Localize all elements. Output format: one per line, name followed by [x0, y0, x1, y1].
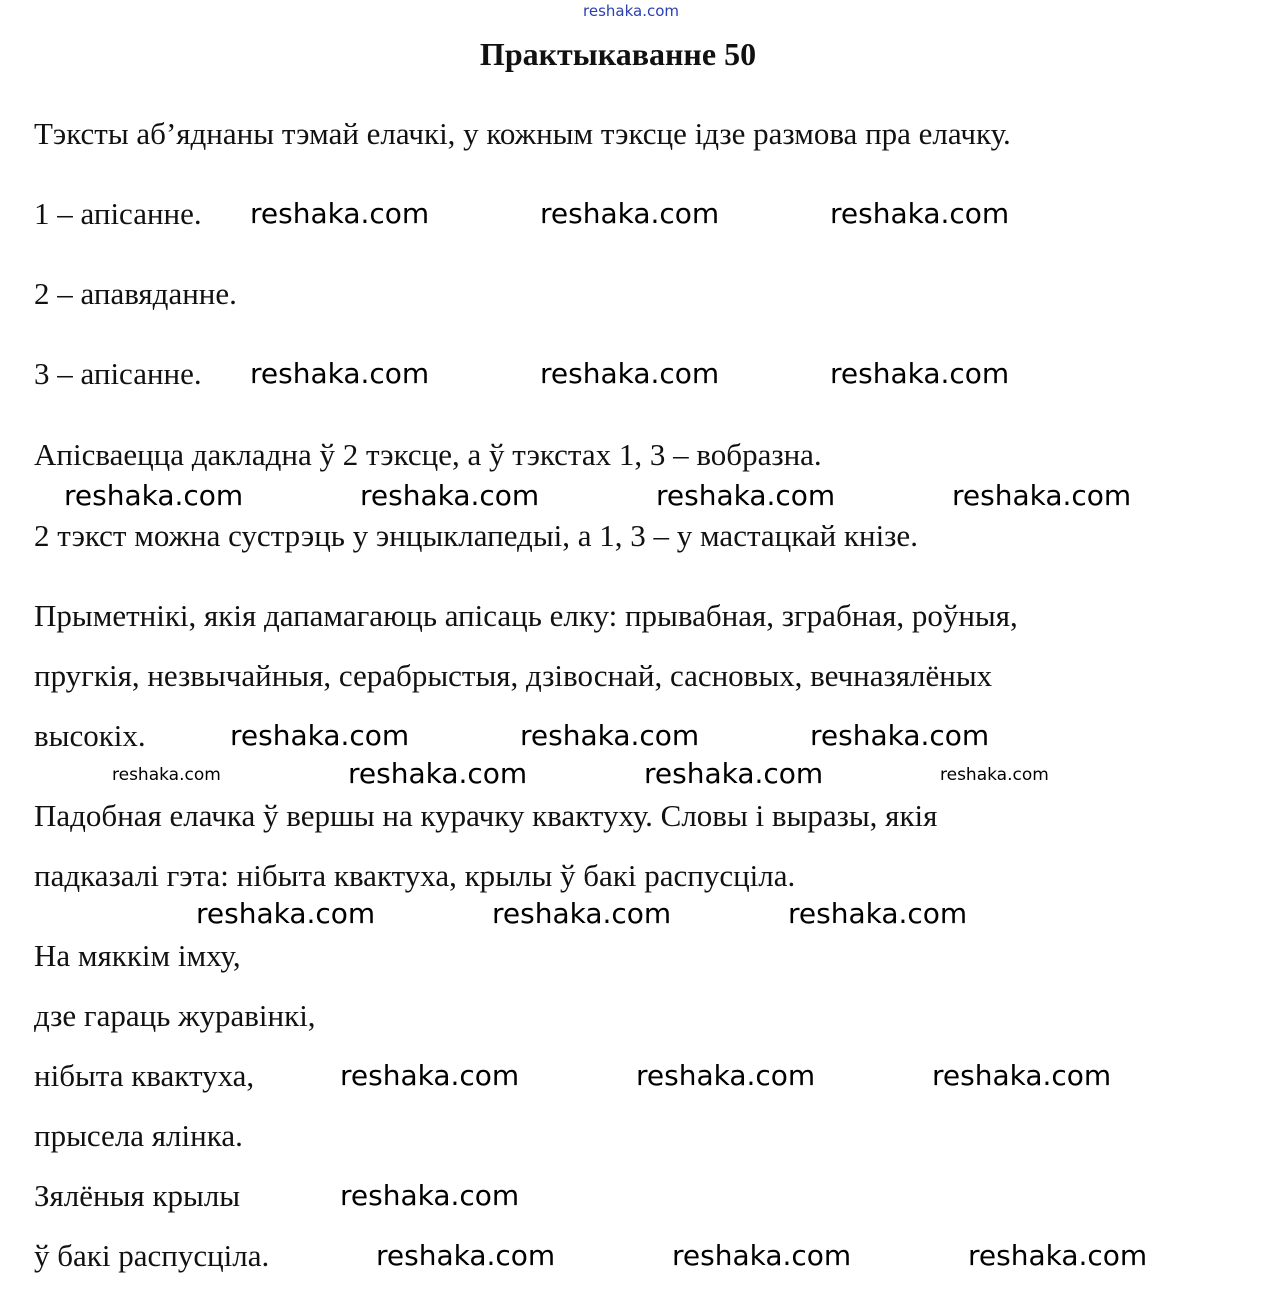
watermark: reshaka.com [492, 897, 672, 930]
watermark: reshaka.com [360, 479, 540, 512]
watermark: reshaka.com [636, 1059, 816, 1092]
poem-line: нібыта квактуха, [34, 1058, 255, 1093]
text-line: высокіх. [34, 718, 146, 753]
text-line: падказалі гэта: нібыта квактуха, крылы ў бакі распусціла. [34, 858, 796, 893]
watermark: reshaka.com [540, 197, 720, 230]
watermark: reshaka.com [968, 1239, 1148, 1272]
watermark: reshaka.com [112, 765, 221, 785]
watermark: reshaka.com [672, 1239, 852, 1272]
text-line: Апісваецца дакладна ў 2 тэксце, а ў тэкстах 1, 3 – вобразна. [34, 437, 822, 472]
poem-line: Зялёныя крылы [34, 1178, 241, 1213]
watermark: reshaka.com [830, 197, 1010, 230]
watermark: reshaka.com [376, 1239, 556, 1272]
poem-line: дзе гараць журавінкі, [34, 998, 316, 1033]
watermark: reshaka.com [810, 719, 990, 752]
watermark: reshaka.com [196, 897, 376, 930]
watermark: reshaka.com [230, 719, 410, 752]
header-watermark: reshaka.com [583, 2, 679, 20]
watermark: reshaka.com [940, 765, 1049, 785]
watermark: reshaka.com [952, 479, 1132, 512]
watermark: reshaka.com [656, 479, 836, 512]
text-line: 2 тэкст можна сустрэць у энцыклапедыі, а 1, 3 – у мастацкай кнізе. [34, 518, 918, 553]
watermark: reshaka.com [520, 719, 700, 752]
watermark: reshaka.com [250, 197, 430, 230]
watermark: reshaka.com [348, 757, 528, 790]
text-line: Тэксты аб’яднаны тэмай елачкі, у кожным тэксце ідзе размова пра елачку. [34, 116, 1011, 151]
watermark: reshaka.com [644, 757, 824, 790]
watermark: reshaka.com [540, 357, 720, 390]
text-line: Прыметнікі, якія дапамагаюць апісаць елку: прывабная, зграбная, роўныя, [34, 598, 1018, 633]
text-line: Падобная елачка ў вершы на курачку квактуху. Словы і выразы, якія [34, 798, 938, 833]
watermark: reshaka.com [932, 1059, 1112, 1092]
text-line: пругкія, незвычайныя, серабрыстыя, дзівоснай, сасновых, вечназялёных [34, 658, 993, 693]
poem-line: ў бакі распусціла. [34, 1238, 270, 1273]
watermark: reshaka.com [64, 479, 244, 512]
text-line: 3 – апісанне. [34, 356, 202, 391]
watermark: reshaka.com [340, 1059, 520, 1092]
page-title: Практыкаванне 50 [479, 36, 757, 72]
poem-line: прысела ялінка. [34, 1118, 243, 1153]
watermark: reshaka.com [340, 1179, 520, 1212]
poem-line: На мяккім імху, [34, 938, 241, 973]
text-line: 2 – апавяданне. [34, 276, 237, 311]
watermark: reshaka.com [830, 357, 1010, 390]
watermark: reshaka.com [788, 897, 968, 930]
watermark: reshaka.com [250, 357, 430, 390]
text-line: 1 – апісанне. [34, 196, 202, 231]
